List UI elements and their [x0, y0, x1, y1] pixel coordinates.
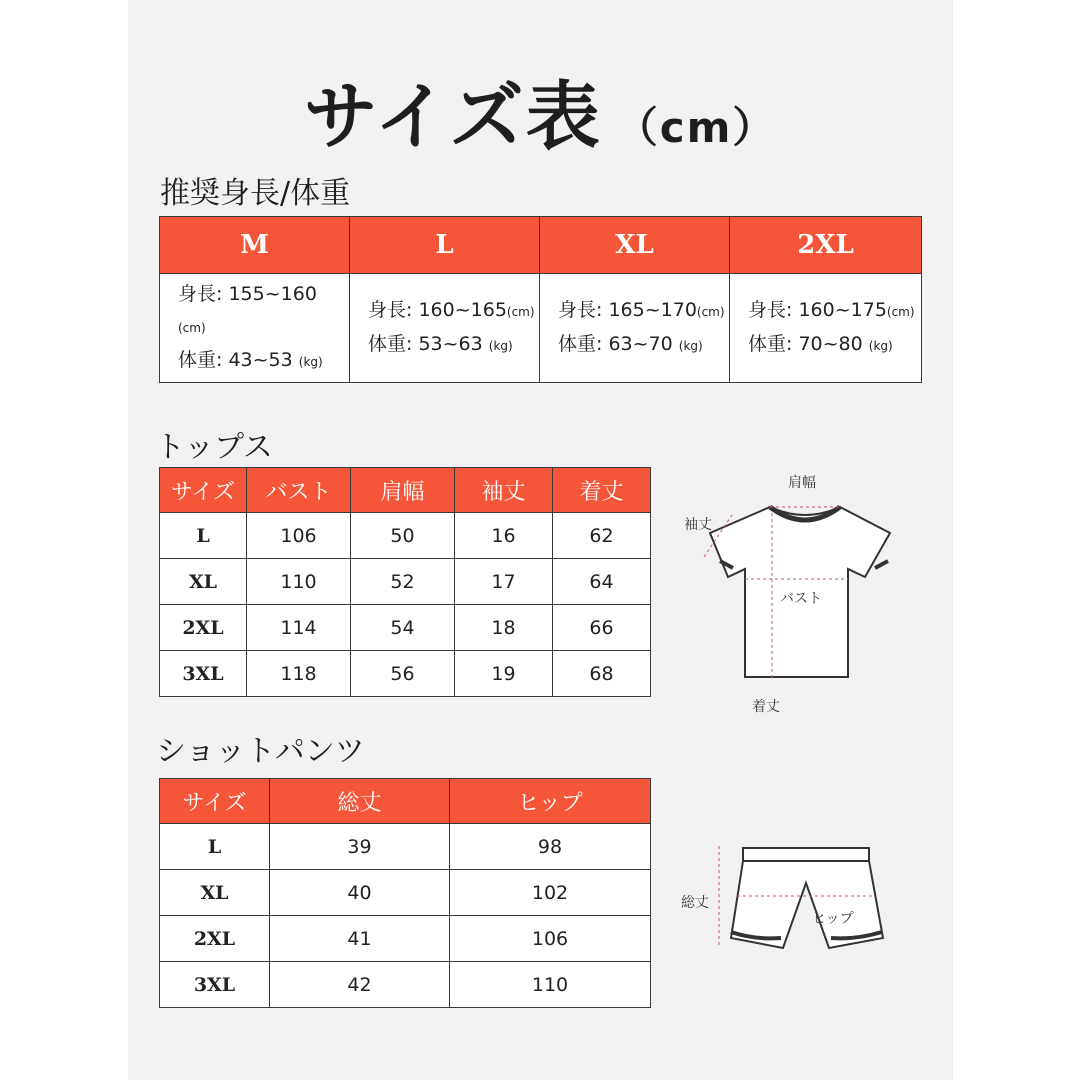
rec-weight-value: 53~63 — [418, 333, 483, 355]
table-row: 2XL 41 106 — [160, 916, 651, 962]
tops-label: トップス — [155, 430, 273, 465]
tops-header-length: 着丈 — [553, 468, 651, 513]
table-row: L 39 98 — [160, 824, 651, 870]
shorts-header-hip: ヒップ — [450, 779, 651, 824]
shorts-figure — [705, 838, 895, 958]
title-unit: （cm） — [615, 103, 777, 152]
rec-cell: 身長: 160~175(cm) 体重: 70~80 (kg) — [730, 274, 922, 383]
table-row: 3XL 42 110 — [160, 962, 651, 1008]
rec-weight-value: 63~70 — [608, 333, 673, 355]
rec-cell: 身長: 155~160 (cm) 体重: 43~53 (kg) — [160, 274, 350, 383]
rec-height-value: 160~165 — [418, 299, 507, 321]
table-row: XL 40 102 — [160, 870, 651, 916]
recommended-table — [159, 216, 922, 383]
figure-label-shoulder: 肩幅 — [788, 475, 816, 491]
rec-height-value: 155~160 — [228, 283, 317, 305]
tops-header-bust: バスト — [247, 468, 351, 513]
rec-size-xl: XL — [540, 217, 730, 274]
shorts-header-size: サイズ — [160, 779, 270, 824]
figure-label-sleeve: 袖丈 — [684, 517, 712, 533]
figure-label-hip: ヒップ — [812, 911, 854, 927]
rec-cell: 身長: 160~165(cm) 体重: 53~63 (kg) — [350, 274, 540, 383]
figure-label-length: 着丈 — [752, 699, 780, 715]
figure-label-total-length: 総丈 — [681, 895, 709, 911]
rec-size-m: M — [160, 217, 350, 274]
shorts-label: ショットパンツ — [156, 734, 365, 769]
title-main: サイズ表 — [303, 74, 602, 160]
shorts-header-length: 総丈 — [270, 779, 450, 824]
table-row: 2XL 114 54 18 66 — [160, 605, 651, 651]
rec-height-value: 160~175 — [798, 299, 887, 321]
tops-header-size: サイズ — [160, 468, 247, 513]
table-row: L 106 50 16 62 — [160, 513, 651, 559]
rec-height-value: 165~170 — [608, 299, 697, 321]
rec-weight-value: 43~53 — [228, 349, 293, 371]
figure-label-bust: バスト — [780, 591, 822, 607]
rec-size-2xl: 2XL — [730, 217, 922, 274]
shorts-table — [159, 778, 651, 1008]
page-title — [0, 58, 1080, 164]
tops-header-sleeve: 袖丈 — [455, 468, 553, 513]
table-row: 3XL 118 56 19 68 — [160, 651, 651, 697]
tops-table — [159, 467, 651, 697]
tops-header-shoulder: 肩幅 — [351, 468, 455, 513]
rec-cell: 身長: 165~170(cm) 体重: 63~70 (kg) — [540, 274, 730, 383]
rec-size-l: L — [350, 217, 540, 274]
rec-weight-value: 70~80 — [798, 333, 863, 355]
recommended-label: 推奨身長/体重 — [160, 176, 351, 211]
table-row: XL 110 52 17 64 — [160, 559, 651, 605]
